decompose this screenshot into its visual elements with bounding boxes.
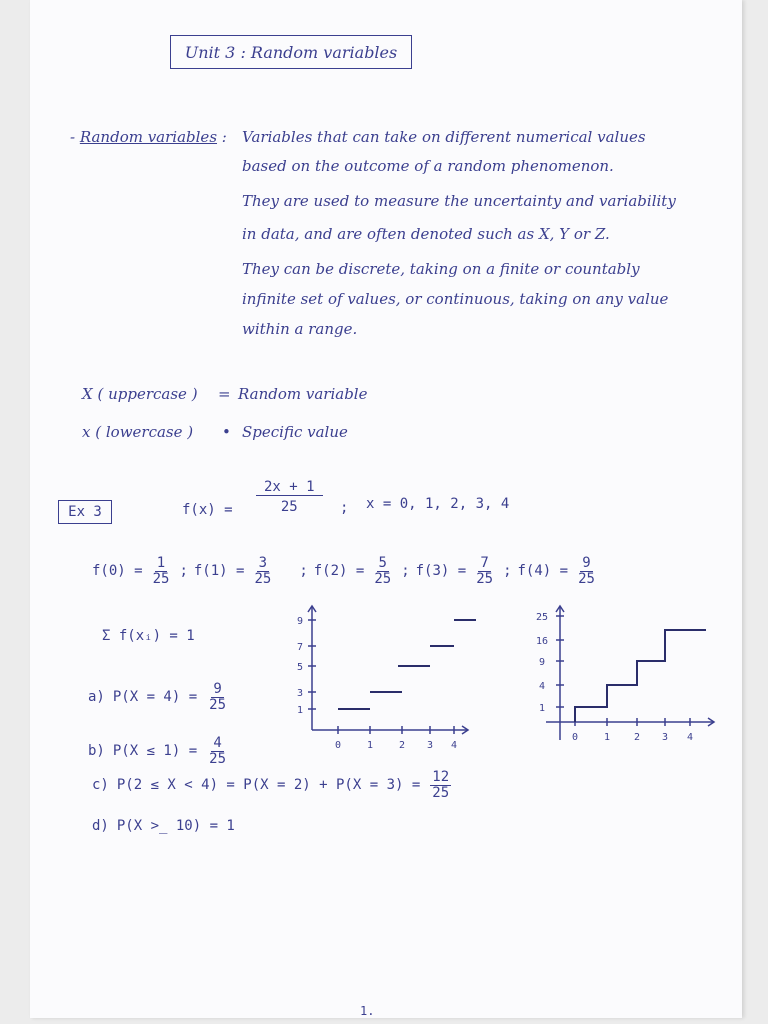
sum-equation: Σ f(xᵢ) = 1 [102, 628, 195, 644]
page-number: 1. [360, 1004, 375, 1018]
cdf-x-tick-label: 3 [661, 732, 669, 743]
cdf-y-tick-label: 1 [538, 703, 546, 714]
part-label: a) [88, 689, 105, 706]
cdf-plot [520, 600, 720, 760]
cdf-x-tick-label: 2 [633, 732, 641, 743]
definition-line-3: They are used to measure the uncertainty and variability [242, 192, 676, 210]
cdf-x-tick-label: 1 [603, 732, 611, 743]
definition-term: Random variables [79, 128, 218, 146]
cdf-step-line [575, 630, 706, 722]
unit-title-box [170, 35, 412, 69]
definition-line-7: within a range. [242, 320, 358, 338]
pmf-y-tick-label: 1 [296, 705, 304, 716]
part-label: b) [88, 743, 105, 760]
definition-line-6: infinite set of values, or continuous, taking on any value [242, 290, 669, 308]
definition-line-1: Variables that can take on different numerical values [242, 128, 646, 146]
value-den: 25 [578, 570, 595, 587]
value-lhs: f(0) = [92, 563, 143, 580]
cdf-x-tick-label: 0 [571, 732, 579, 743]
notation-symbol: x [82, 423, 91, 441]
value-num: 9 [582, 555, 591, 571]
definition-term-line: - Random variables : [70, 128, 227, 146]
part-expr: P(X ≤ 1) = [112, 743, 198, 760]
value-den: 25 [152, 570, 170, 587]
pmf-x-tick-label: 0 [334, 740, 342, 751]
value-den: 25 [374, 570, 392, 587]
part-den: 25 [209, 696, 227, 713]
function-values-row: f(0) = $\frac{1}{25}$ ; f(1) = $\frac{3}{25}$ ; f(2) = $\frac{5}{25}$ ; f(3) = $\frac{7}{25}$ ; f(4) = $\frac{9}{25}$ [92, 555, 595, 587]
value-lhs: f(1) = [193, 563, 245, 580]
notation-note: ( uppercase ) [97, 385, 198, 403]
pmf-steps [338, 620, 476, 709]
function-lhs: f(x) = [182, 502, 233, 518]
part-d [92, 818, 235, 834]
example-label: Ex 3 [68, 504, 102, 520]
part-c [92, 770, 453, 800]
part-den: 25 [209, 750, 227, 767]
part-label: c) [92, 777, 109, 794]
pmf-axes [308, 606, 468, 734]
notation-symbol: X [82, 385, 93, 403]
notation-row-upper [82, 385, 198, 403]
cdf-y-tick-label: 16 [535, 636, 549, 647]
value-num: 7 [480, 555, 489, 571]
pmf-y-tick-label: 9 [296, 616, 304, 627]
notation-meaning: Random variable [238, 385, 368, 403]
pmf-y-tick-label: 7 [296, 642, 304, 653]
part-b [88, 736, 230, 766]
part-expr: P(2 ≤ X < 4) = P(X = 2) + P(X = 3) = [116, 777, 421, 794]
part-label: d) [92, 818, 109, 834]
value-num: 5 [378, 555, 387, 571]
cdf-x-tick-label: 4 [686, 732, 694, 743]
function-fraction [254, 480, 325, 514]
part-a [88, 682, 230, 712]
function-denominator: 25 [280, 498, 298, 515]
pmf-plot [290, 600, 480, 760]
notation-row-lower [82, 423, 193, 441]
pmf-x-tick-label: 4 [450, 740, 458, 751]
value-lhs: f(2) = [313, 563, 365, 580]
pmf-y-ticks [297, 616, 316, 716]
pmf-x-tick-label: 3 [426, 740, 434, 751]
value-den: 25 [476, 570, 494, 587]
pmf-y-tick-label: 5 [296, 662, 304, 673]
cdf-y-tick-label: 25 [535, 612, 549, 623]
pmf-x-tick-label: 2 [398, 740, 406, 751]
cdf-y-tick-label: 4 [538, 681, 546, 692]
part-num: 12 [432, 769, 450, 785]
pmf-y-tick-label: 3 [296, 688, 304, 699]
page-title: Unit 3 : Random variables [184, 42, 398, 62]
example-label-box [58, 500, 112, 524]
notation-note: ( lowercase ) [95, 423, 194, 441]
value-lhs: f(4) = [517, 563, 569, 580]
cdf-axes [546, 606, 714, 740]
pmf-x-tick-label: 1 [366, 740, 374, 751]
part-expr: P(X >_ 10) = 1 [116, 818, 235, 834]
definition-line-5: They can be discrete, taking on a finite or countably [242, 260, 640, 278]
definition-line-2: based on the outcome of a random phenomenon. [242, 157, 614, 175]
cdf-y-tick-label: 9 [538, 657, 546, 668]
definition-line-4: in data, and are often denoted such as X, Y or Z. [242, 225, 610, 243]
function-numerator: 2x + 1 [256, 480, 323, 496]
part-num: 9 [213, 681, 222, 697]
function-domain: x = 0, 1, 2, 3, 4 [366, 496, 510, 512]
value-num: 1 [156, 555, 166, 571]
value-num: 3 [258, 555, 268, 571]
part-den: 25 [432, 784, 450, 801]
notation-meaning: Specific value [242, 423, 348, 441]
value-den: 25 [254, 570, 272, 587]
part-expr: P(X = 4) = [112, 689, 198, 706]
value-lhs: f(3) = [415, 563, 467, 580]
part-num: 4 [213, 735, 222, 751]
